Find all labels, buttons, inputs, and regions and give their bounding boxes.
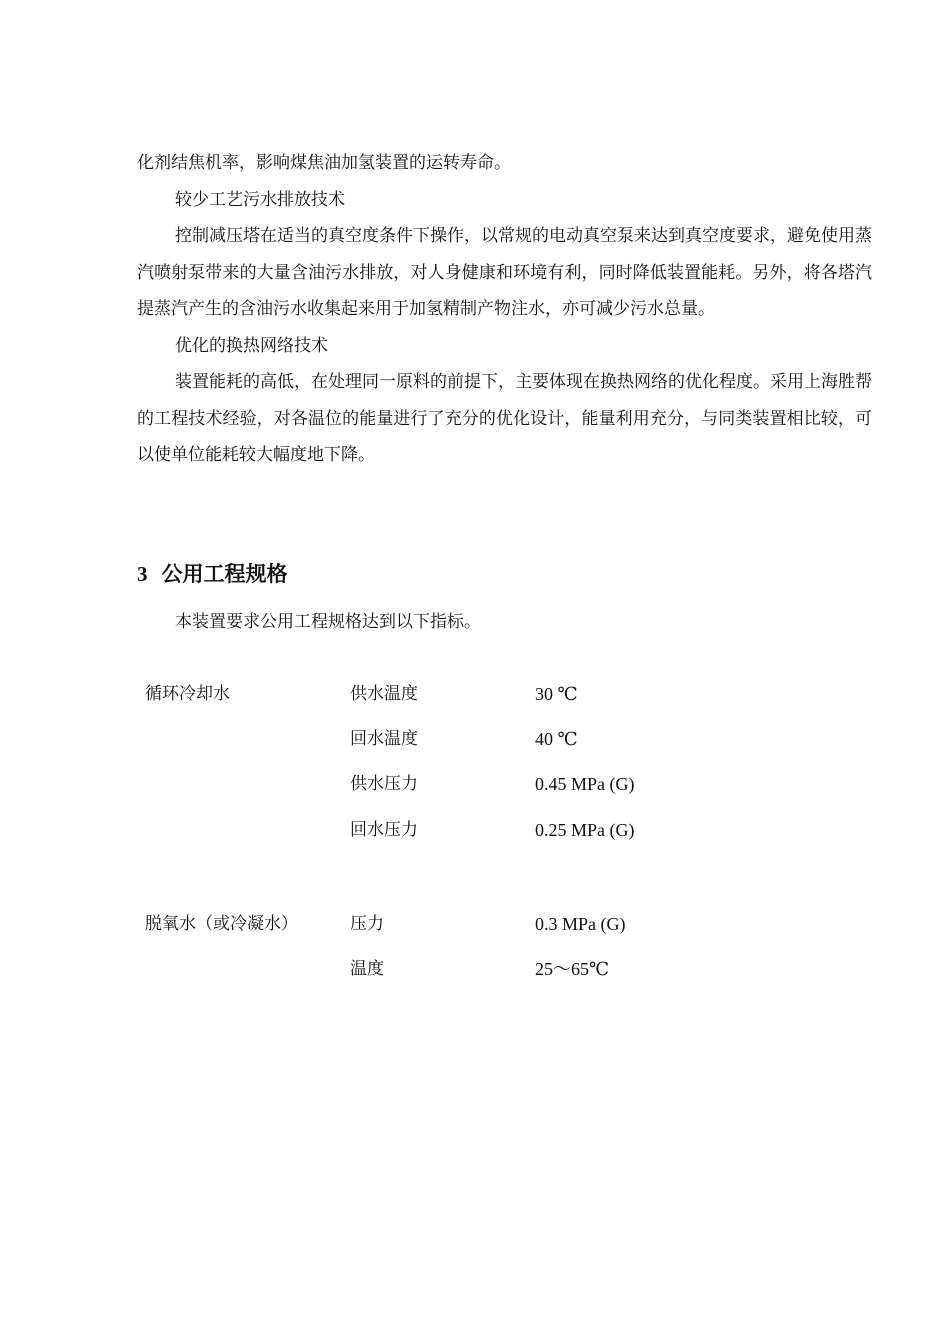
spec-param: 回水压力 <box>350 820 418 840</box>
spec-value: 30 ℃ <box>535 684 578 704</box>
spec-param: 压力 <box>350 914 384 934</box>
spec-category: 脱氧水（或冷凝水） <box>145 914 298 934</box>
section-number: 3 <box>137 562 148 586</box>
subheading-heat-exchange: 优化的换热网络技术 <box>175 335 328 356</box>
spec-row <box>0 723 950 755</box>
section-heading <box>137 558 288 590</box>
body-text <box>137 145 872 474</box>
paragraph-continuation: 化剂结焦机率，影响煤焦油加氢装置的运转寿命。 <box>137 153 511 173</box>
paragraph-wastewater: 控制减压塔在适当的真空度条件下操作，以常规的电动真空泵来达到真空度要求，避免使用蒸汽喷射泵带来的大量含油污水排放，对人身健康和环境有利，同时降低装置能耗。另外，将各塔汽提蒸汽产生的含油污水收集起来用于加氢精制产物注水，亦可减少污水总量。 <box>137 226 872 319</box>
spec-value: 40 ℃ <box>535 729 578 749</box>
spec-value: 0.3 MPa (G) <box>535 914 626 934</box>
section-intro: 本装置要求公用工程规格达到以下指标。 <box>175 612 481 632</box>
spec-value: 25～65℃ <box>535 959 610 979</box>
spec-row <box>0 953 950 985</box>
spec-category: 循环冷却水 <box>145 684 230 704</box>
spec-value: 0.45 MPa (G) <box>535 774 635 794</box>
spec-row <box>0 814 950 846</box>
spec-param: 供水温度 <box>350 684 418 704</box>
spec-row <box>0 768 950 800</box>
spec-param: 回水温度 <box>350 729 418 749</box>
section-title: 公用工程规格 <box>161 562 288 586</box>
spec-row <box>0 908 950 940</box>
spec-value: 0.25 MPa (G) <box>535 820 635 840</box>
spec-param: 温度 <box>350 959 384 979</box>
subheading-wastewater: 较少工艺污水排放技术 <box>175 189 345 210</box>
paragraph-heat-exchange: 装置能耗的高低，在处理同一原料的前提下，主要体现在换热网络的优化程度。采用上海胜帮的工程技术经验，对各温位的能量进行了充分的优化设计，能量利用充分，与同类装置相比较，可以使单位能耗较大幅度地下降。 <box>137 372 872 465</box>
spec-param: 供水压力 <box>350 774 418 794</box>
spec-row <box>0 678 950 710</box>
